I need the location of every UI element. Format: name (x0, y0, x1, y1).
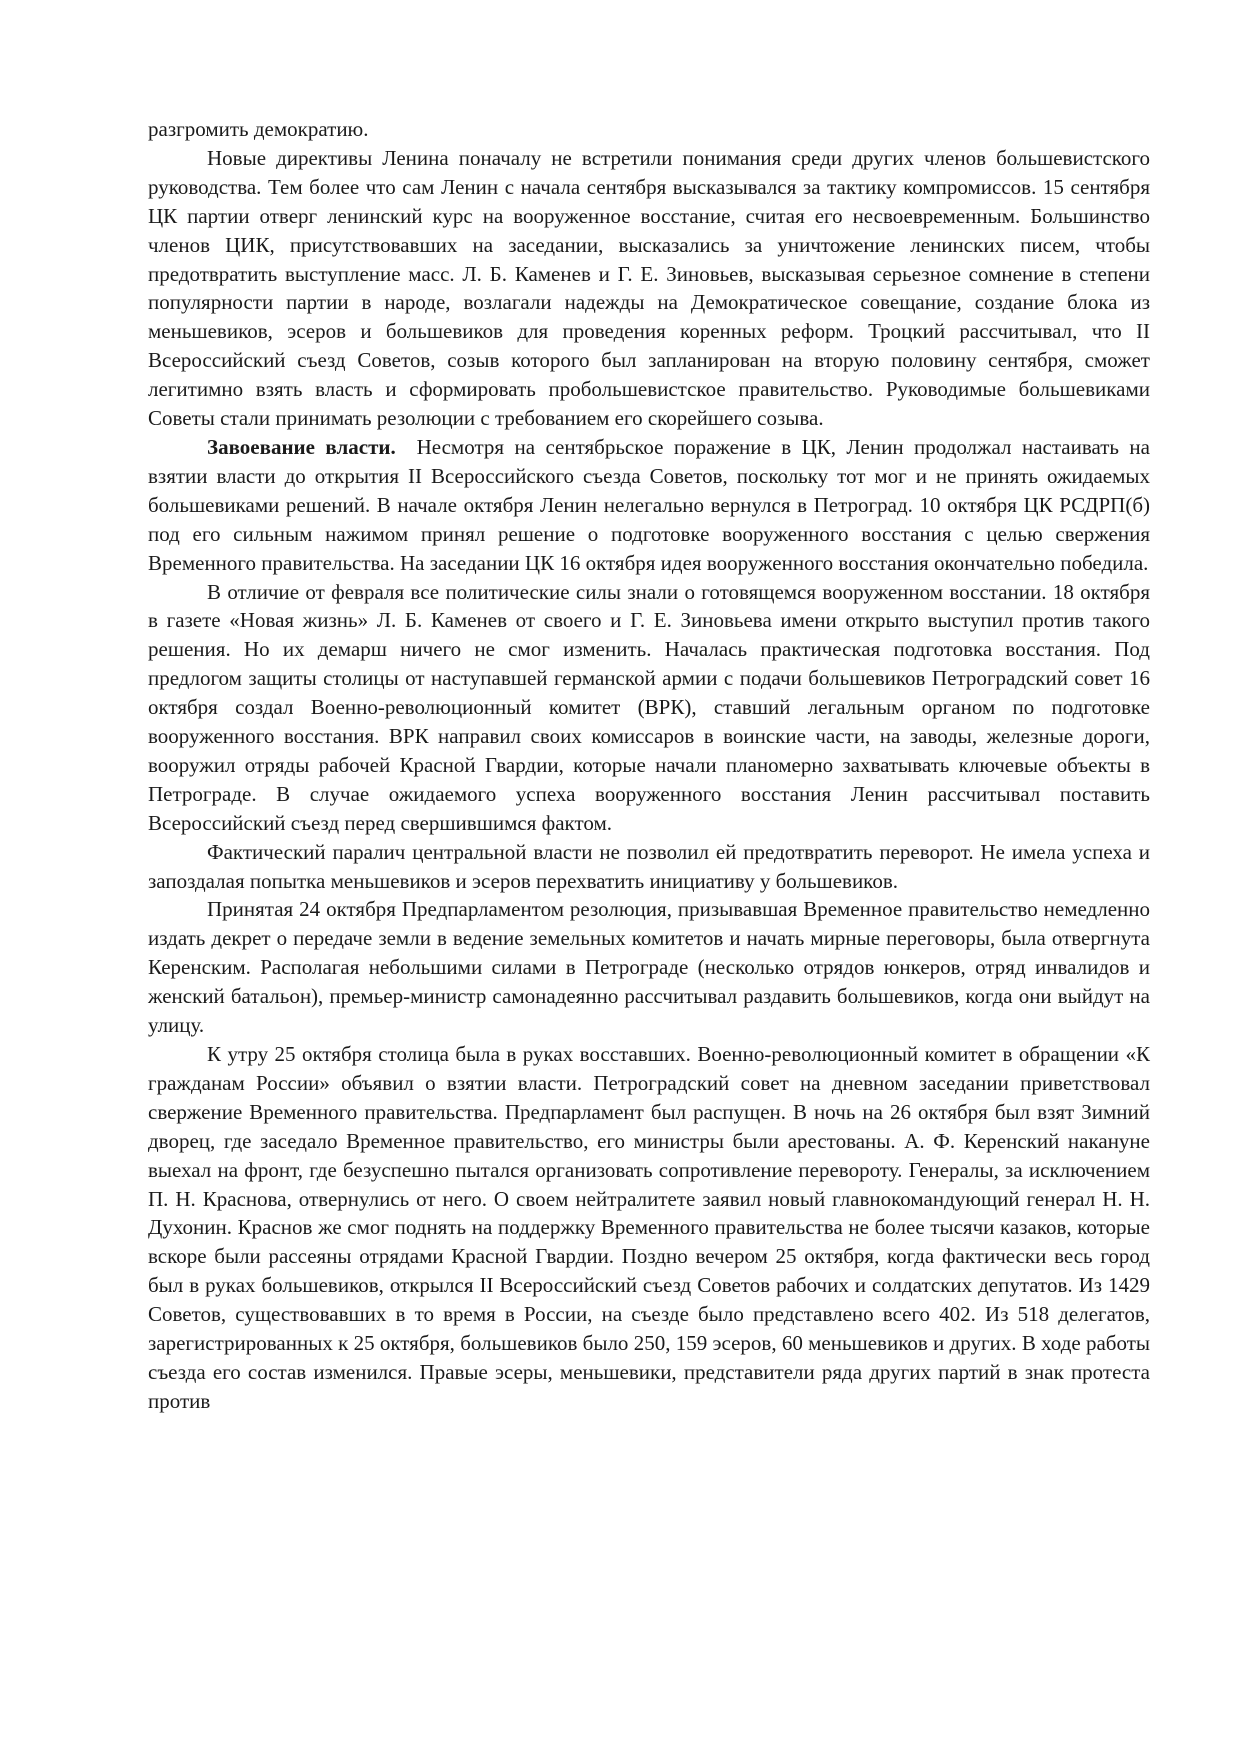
paragraph-text: Принятая 24 октября Предпарламентом резолюция, призывавшая Временное правительство немедленно издать декрет о передаче земли в ведение земельных комитетов и начать мирные переговоры, была отвергнута Керенским. Располагая небольшими силами в Петрограде (несколько отрядов юнкеров, отряд инвалидов и женский батальон), премьер-министр самонадеянно рассчитывал раздавить большевиков, когда они выйдут на улицу. (148, 897, 1150, 1038)
paragraph-1 (148, 115, 1150, 144)
paragraph-6 (148, 895, 1150, 1040)
document-page (148, 115, 1156, 1416)
paragraph-text: Несмотря на сентябрьское поражение в ЦК, Ленин продолжал настаивать на взятии власти до открытия II Всероссийского съезда Советов, поскольку тот мог и не принять ожидаемых большевиками решений. В начале октября Ленин нелегально вернулся в Петроград. 10 октября ЦК РСДРП(б) под его сильным нажимом принял решение о подготовке вооруженного восстания с целью свержения Временного правительства. На заседании ЦК 16 октября идея вооруженного восстания окончательно победила. (148, 434, 1156, 575)
paragraph-2 (148, 144, 1150, 433)
paragraph-7 (148, 1040, 1150, 1416)
paragraph-text: В отличие от февраля все политические силы знали о готовящемся вооруженном восстании. 18 октября в газете «Новая жизнь» Л. Б. Каменев от своего и Г. Е. Зиновьева имени открыто выступил против такого решения. Но их демарш ничего не смог изменить. Началась практическая подготовка восстания. Под предлогом защиты столицы от наступавшей германской армии с подачи большевиков Петроградский совет 16 октября создал Военно-революционный комитет (ВРК), ставший легальным органом по подготовке вооруженного восстания. ВРК направил своих комиссаров в воинские части, на заводы, железные дороги, вооружил отряды рабочей Красной Гвардии, которые начали планомерно захватывать ключевые объекты в Петрограде. В случае ожидаемого успеха вооруженного восстания Ленин рассчитывал поставить Всероссийский съезд перед свершившимся фактом. (148, 579, 1150, 835)
paragraph-3 (148, 433, 1156, 578)
paragraph-text: Фактический паралич центральной власти не позволил ей предотвратить переворот. Не имела успеха и запоздалая попытка меньшевиков и эсеров перехватить инициативу у большевиков. (148, 839, 1150, 893)
paragraph-text: разгромить демократию. (148, 117, 369, 141)
section-heading: Завоевание власти. (207, 434, 396, 459)
paragraph-text: К утру 25 октября столица была в руках восставших. Военно-революционный комитет в обращении «К гражданам России» объявил о взятии власти. Петроградский совет на дневном заседании приветствовал свержение Временного правительства. Предпарламент был распущен. В ночь на 26 октября был взят Зимний дворец, где заседало Временное правительство, его министры были арестованы. А. Ф. Керенский накануне выехал на фронт, где безуспешно пытался организовать сопротивление перевороту. Генералы, за исключением П. Н. Краснова, отвернулись от него. О своем нейтралитете заявил новый главнокомандующий генерал Н. Н. Духонин. Краснов же смог поднять на поддержку Временного правительства не более тысячи казаков, которые вскоре были рассеяны отрядами Красной Гвардии. Поздно вечером 25 октября, когда фактически весь город был в руках большевиков, открылся II Всероссийский съезд Советов рабочих и солдатских депутатов. Из 1429 Советов, существовавших в то время в России, на съезде было представлено всего 402. Из 518 делегатов, зарегистрированных к 25 октября, большевиков было 250, 159 эсеров, 60 меньшевиков и других. В ходе работы съезда его состав изменился. Правые эсеры, меньшевики, представители ряда других партий в знак протеста против (148, 1042, 1150, 1413)
paragraph-text: Новые директивы Ленина поначалу не встретили понимания среди других членов большевистского руководства. Тем более что сам Ленин с начала сентября высказывался за тактику компромиссов. 15 сентября ЦК партии отверг ленинский курс на вооруженное восстание, считая его несвоевременным. Большинство членов ЦИК, присутствовавших на заседании, высказались за уничтожение ленинских писем, чтобы предотвратить выступление масс. Л. Б. Каменев и Г. Е. Зиновьев, высказывая серьезное сомнение в степени популярности партии в народе, возлагали надежды на Демократическое совещание, создание блока из меньшевиков, эсеров и большевиков для проведения коренных реформ. Троцкий рассчитывал, что II Всероссийский съезд Советов, созыв которого был запланирован на вторую половину сентября, сможет легитимно взять власть и сформировать пробольшевистское правительство. Руководимые большевиками Советы стали принимать резолюции с требованием его скорейшего созыва. (148, 145, 1150, 431)
paragraph-5 (148, 838, 1150, 896)
paragraph-4 (148, 578, 1150, 838)
